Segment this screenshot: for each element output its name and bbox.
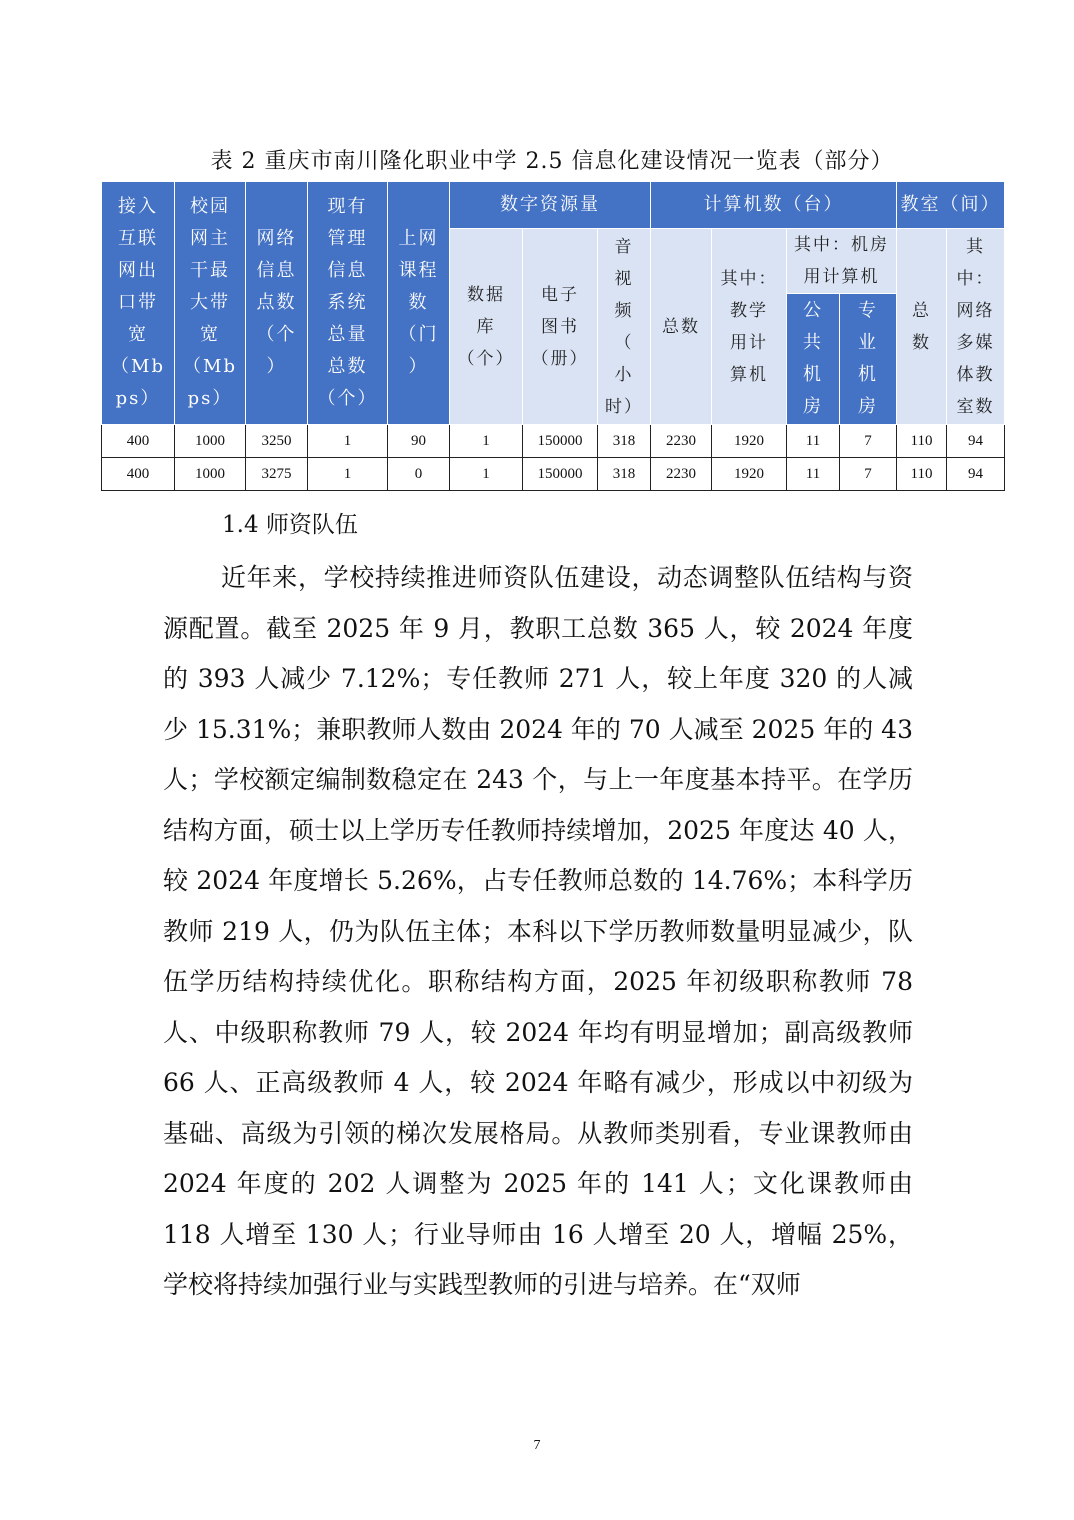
header-line: 共 xyxy=(803,332,824,353)
header-access-bandwidth xyxy=(102,182,175,425)
header-line: 用计 xyxy=(730,332,769,353)
header-line: 管理 xyxy=(327,228,368,249)
body-paragraph: 近年来，学校持续推进师资队伍建设，动态调整队伍结构与资源配置。截至 2025 年 9 月，教职工总数 365 人，较 2024 年度的 393 人减少 7.12%；专任教师 271 人，较上年度 320 的人减少 15.31%；兼职教师人数由 2024 年的 70 人减至 2025 年的 43 人；学校额定编制数稳定在 243 个，与上一年度基本持平。在学历结构方面，硕士以上学历专任教师持续增加，2025 年度达 40 人，较 2024 年度增长 5.26%，占专任教师总数的 14.76%；本科学历教师 219 人，仍为队伍主体；本科以下学历教师数量明显减少，队伍学历结构持续优化。职称结构方面，2025 年初级职称教师 78 人、中级职称教师 79 人，较 2024 年均有明显增加；副高级教师 66 人、正高级教师 4 人，较 2024 年略有减少，形成以中初级为基础、高级为引领的梯次发展格局。从教师类别看，专业课教师由 2024 年度的 202 人调整为 2025 年的 141 人；文化课教师由 118 人增至 130 人；行业导师由 16 人增至 20 人，增幅 25%，学校将持续加强行业与实践型教师的引进与培养。在“双师 xyxy=(163,563,913,1299)
table-cell: 1 xyxy=(450,425,523,458)
table-cell: 1920 xyxy=(712,425,787,458)
table-cell: 11 xyxy=(787,458,840,491)
table-cell: 150000 xyxy=(523,425,598,458)
header-line: 校园 xyxy=(190,196,230,217)
header-public-lab xyxy=(787,294,840,425)
header-line: 算机 xyxy=(730,364,769,385)
table-cell: 3275 xyxy=(246,458,308,491)
header-line: 干最 xyxy=(190,260,230,281)
header-line: ） xyxy=(408,356,429,377)
header-line: 电子 xyxy=(541,284,579,305)
header-line: （个） xyxy=(457,348,515,369)
header-online-courses xyxy=(388,182,450,425)
header-line: （Mb xyxy=(183,356,237,377)
table-row xyxy=(102,458,1005,491)
table-cell: 90 xyxy=(388,425,450,458)
table-cell: 400 xyxy=(102,458,175,491)
header-line: 总 xyxy=(912,300,932,321)
header-ebooks xyxy=(523,229,598,425)
header-line: 信息 xyxy=(256,260,297,281)
header-line: 视 xyxy=(614,268,634,289)
header-classrooms: 教室（间） xyxy=(897,182,1005,229)
table-caption: 表 2 重庆市南川隆化职业中学 2.5 信息化建设情况一览表（部分） xyxy=(210,149,894,174)
table-row xyxy=(102,425,1005,458)
header-digital-resources: 数字资源量 xyxy=(450,182,651,229)
header-line: 室数 xyxy=(956,396,995,417)
table-cell: 2230 xyxy=(651,425,712,458)
header-line: 教学 xyxy=(730,300,769,321)
header-line: 库 xyxy=(476,316,496,337)
header-lab-computers xyxy=(787,229,897,294)
header-line: 点数 xyxy=(256,292,297,313)
table-cell: 7 xyxy=(840,425,897,458)
table-cell: 0 xyxy=(388,458,450,491)
table-cell: 1 xyxy=(308,458,388,491)
header-major-lab xyxy=(840,294,897,425)
header-line: （ xyxy=(614,332,634,353)
table-cell: 110 xyxy=(897,458,947,491)
header-computers: 计算机数（台） xyxy=(651,182,897,229)
header-line: ps） xyxy=(115,388,161,409)
header-multimedia xyxy=(947,229,1005,425)
table-cell: 3250 xyxy=(246,425,308,458)
header-teaching-computers xyxy=(712,229,787,425)
header-campus-backbone xyxy=(175,182,246,425)
header-line: 数 xyxy=(912,332,932,353)
table-cell: 318 xyxy=(598,458,651,491)
header-line: 体教 xyxy=(956,364,995,385)
header-line: 现有 xyxy=(327,196,368,217)
table-cell: 1 xyxy=(308,425,388,458)
table-cell: 2230 xyxy=(651,458,712,491)
header-line: 多媒 xyxy=(956,332,995,353)
header-line: 数据 xyxy=(467,284,505,305)
header-line: 机 xyxy=(858,364,879,385)
header-line: 公 xyxy=(803,300,824,321)
table-cell: 110 xyxy=(897,425,947,458)
header-line: 课程 xyxy=(398,260,439,281)
header-line: 小 xyxy=(614,364,634,385)
header-classroom-total xyxy=(897,229,947,425)
table-cell: 94 xyxy=(947,458,1005,491)
table-cell: 7 xyxy=(840,458,897,491)
section-heading: 1.4 师资队伍 xyxy=(222,512,358,538)
header-line: 其中： xyxy=(720,268,778,289)
header-line: 频 xyxy=(614,300,634,321)
header-line: 互联 xyxy=(118,228,158,249)
table-cell: 150000 xyxy=(523,458,598,491)
header-line: 用计算机 xyxy=(803,267,880,287)
header-line: 专 xyxy=(858,300,879,321)
header-line: （门 xyxy=(398,324,439,345)
header-line: 数 xyxy=(408,292,429,313)
header-line: 宽 xyxy=(200,324,220,345)
header-line: 接入 xyxy=(118,196,158,217)
header-line: 系统 xyxy=(327,292,368,313)
header-computer-total: 总数 xyxy=(651,229,712,425)
table-cell: 1000 xyxy=(175,425,246,458)
header-line: 宽 xyxy=(128,324,148,345)
table-cell: 1000 xyxy=(175,458,246,491)
header-line: 网出 xyxy=(118,260,158,281)
header-line: 总量 xyxy=(327,324,368,345)
info-table xyxy=(101,181,1005,491)
table-cell: 94 xyxy=(947,425,1005,458)
header-line: （个 xyxy=(256,324,297,345)
header-line: （Mb xyxy=(111,356,165,377)
page-number: 7 xyxy=(533,1438,541,1453)
table-cell: 1920 xyxy=(712,458,787,491)
header-line: 网主 xyxy=(190,228,230,249)
header-line: 口带 xyxy=(118,292,158,313)
header-line: 网络 xyxy=(956,300,995,321)
header-av xyxy=(598,229,651,425)
header-line: （个） xyxy=(317,388,378,409)
header-line: 其 xyxy=(966,236,986,257)
header-line: 时） xyxy=(605,396,644,417)
table-cell: 11 xyxy=(787,425,840,458)
header-line: 机 xyxy=(803,364,824,385)
table-cell: 318 xyxy=(598,425,651,458)
header-line: 房 xyxy=(803,396,824,417)
table-cell: 400 xyxy=(102,425,175,458)
header-line: 中： xyxy=(956,268,995,289)
header-line: 音 xyxy=(614,236,634,257)
header-line: （册） xyxy=(531,348,589,369)
header-line: 总数 xyxy=(327,356,368,377)
header-line: 房 xyxy=(858,396,879,417)
header-line: 网络 xyxy=(256,228,297,249)
header-line: ps） xyxy=(187,388,233,409)
header-line: 信息 xyxy=(327,260,368,281)
header-line: ） xyxy=(266,356,287,377)
header-network-points xyxy=(246,182,308,425)
header-line: 图书 xyxy=(541,316,579,337)
header-line: 业 xyxy=(858,332,879,353)
header-database xyxy=(450,229,523,425)
table-cell: 1 xyxy=(450,458,523,491)
header-line: 上网 xyxy=(398,228,439,249)
header-line: 大带 xyxy=(190,292,230,313)
header-line: 其中：机房 xyxy=(794,235,890,255)
header-mgmt-systems xyxy=(308,182,388,425)
